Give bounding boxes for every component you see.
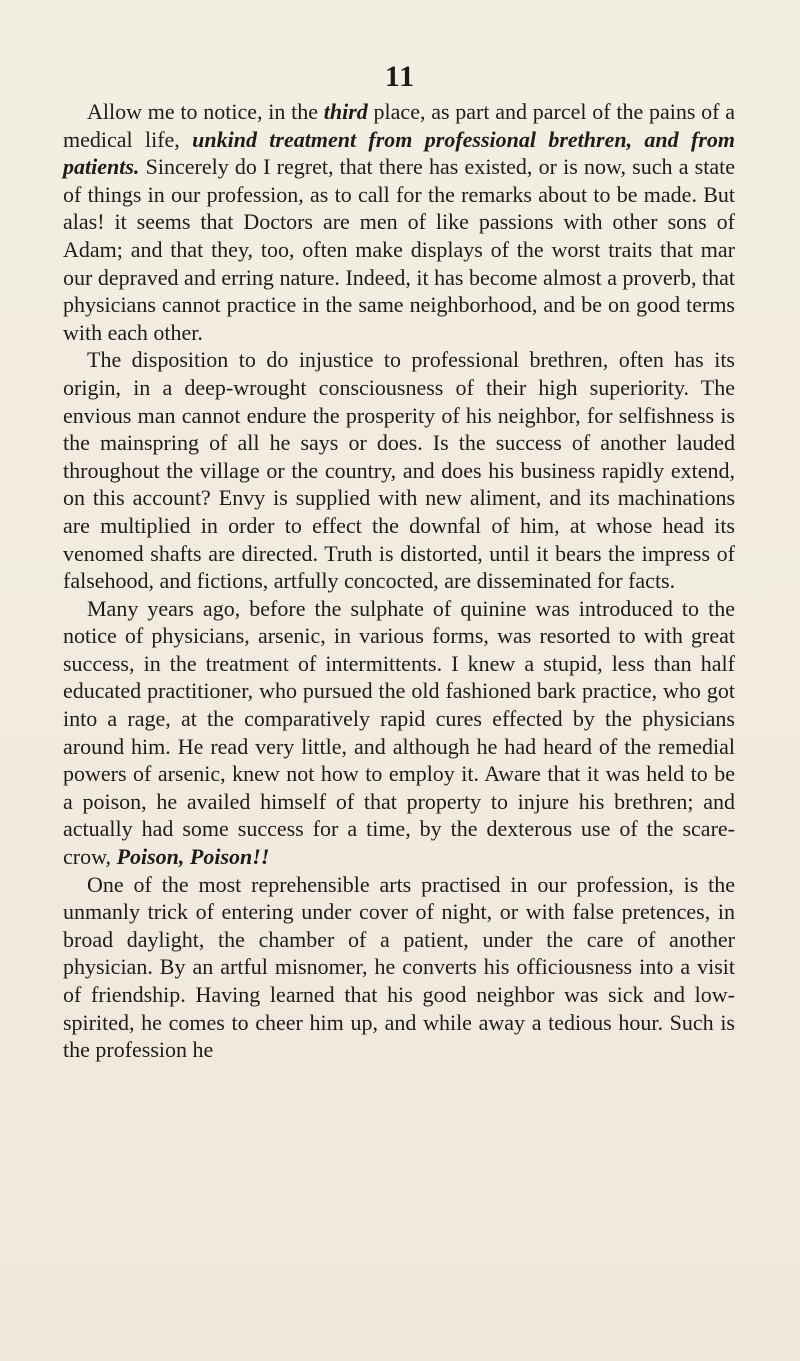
text-run: The disposition to do injustice to professional brethren, often has its origin, in a deep-wrought consciousness of their high superiority. The envious man cannot endure the prosperity of his neighbor, for selfishness is the mainspring of all he says or does. Is the success of another lauded throughout the village or the country, and does his business rapidly extend, on this account? Envy is supplied with new aliment, and its machinations are multiplied in order to effect the downfal of him, at whose head its venomed shafts are directed. Truth is distorted, until it bears the impress of falsehood, and fictions, artfully concocted, are disseminated for facts. — [63, 347, 735, 594]
page-number: 11 — [384, 60, 416, 93]
italic-run: Poison, Poison!! — [116, 844, 270, 870]
italic-run: third — [323, 99, 368, 124]
text-run: Sincerely do I regret, that there has existed, or is now, such a state of things in our profession, as to call for the remarks about to be made. But alas! it seems that Doctors are men of like passions with other sons of Adam; and that they, too, often make displays of the worst traits that mar our depraved and erring nature. Indeed, it has become almost a proverb, that physicians cannot practice in the same neighborhood, and be on good terms with each other. — [63, 154, 735, 345]
text-run: Many years ago, before the sulphate of quinine was introduced to the notice of physicians, arsenic, in various forms, was resorted to with great success, in the treatment of intermittents. I knew a stupid, less than half educated practitioner, who pursued the old fashioned bark practice, who got into a rage, at the comparatively rapid cures effected by the physicians around him. He read very little, and although he had heard of the remedial powers of arsenic, knew not how to employ it. Aware that it was held to be a poison, he availed himself of that property to injure his brethren; and actually had some success for a time, by the dexterous use of the scare-crow, — [63, 595, 735, 870]
text-run: Allow me to notice, in the — [87, 99, 324, 124]
paragraph — [63, 346, 735, 594]
body-text — [63, 98, 735, 1064]
paragraph — [63, 595, 735, 871]
italic-run: unkind treatment from professional brethren, and from patients. — [63, 126, 735, 180]
paragraph — [63, 98, 735, 346]
text-run: One of the most reprehensible arts practised in our profession, is the unmanly trick of entering under cover of night, or with false pretences, in broad daylight, the chamber of a patient, under the care of another physician. By an artful misnomer, he converts his officiousness into a visit of friendship. Having learned that his good neighbor was sick and low-spirited, he comes to cheer him up, and while away a tedious hour. Such is the profession he — [63, 871, 735, 1063]
paragraph — [63, 871, 735, 1064]
text-run: place, as part and parcel of the pains of a medical life, — [63, 99, 736, 152]
